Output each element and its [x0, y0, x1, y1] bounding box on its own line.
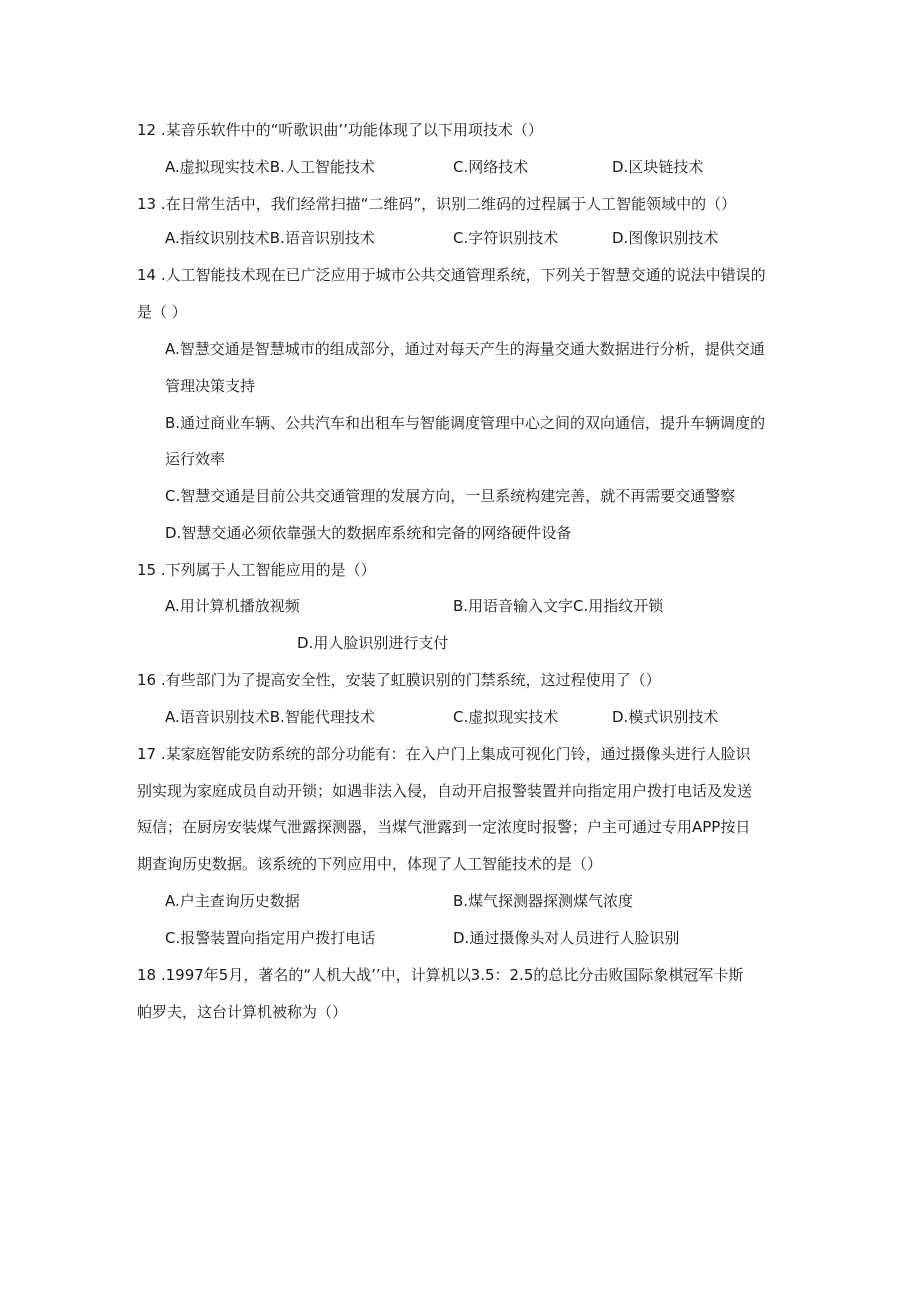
question-16-option-c: C.虚拟现实技术 [453, 708, 559, 726]
question-16-option-d: D.模式识别技术 [612, 708, 719, 726]
question-15-stem: 15 .下列属于人工智能应用的是（） [137, 561, 376, 579]
question-14-option-b-line2: 运行效率 [165, 450, 226, 468]
question-17-option-c: C.报警装置向指定用户拨打电话 [165, 929, 376, 947]
question-17-stem-line2: 别实现为家庭成员自动开锁；如遇非法入侵，自动开启报警装置并向指定用户拨打电话及发送 [137, 782, 753, 800]
question-17-stem-line3: 短信；在厨房安装煤气泄露探测器，当煤气泄露到一定浓度时报警；户主可通过专用APP按日 [137, 818, 751, 836]
question-13-option-c: C.字符识别技术 [453, 229, 559, 247]
question-17-option-b: B.煤气探测器探测煤气浓度 [453, 892, 634, 910]
question-14-option-a-line1: A.智慧交通是智慧城市的组成部分，通过对每天产生的海量交通大数据进行分析，提供交通 [165, 340, 765, 358]
question-15-option-d: D.用人脸识别进行支付 [297, 634, 449, 652]
question-15-option-bc: B.用语音输入文字C.用指纹开锁 [453, 597, 664, 615]
question-15-option-a: A.用计算机播放视频 [165, 597, 300, 615]
question-14-option-c: C.智慧交通是目前公共交通管理的发展方向，一旦系统构建完善，就不再需要交通警察 [165, 487, 736, 505]
question-18-stem-line2: 帕罗夫，这台计算机被称为（） [137, 1003, 348, 1021]
question-14-option-a-line2: 管理决策支持 [165, 377, 256, 395]
question-13-option-d: D.图像识别技术 [612, 229, 719, 247]
question-16-option-ab: A.语音识别技术B.智能代理技术 [165, 708, 375, 726]
question-12-stem: 12 .某音乐软件中的“听歌识曲’’功能体现了以下用项技术（） [137, 121, 543, 139]
question-17-option-d: D.通过摄像头对人员进行人脸识别 [453, 929, 680, 947]
question-12-option-d: D.区块链技术 [612, 158, 704, 176]
question-16-stem: 16 .有些部门为了提高安全性，安装了虹膜识别的门禁系统，这过程使用了（） [137, 671, 661, 689]
question-14-option-b-line1: B.通过商业车辆、公共汽车和出租车与智能调度管理中心之间的双向通信，提升车辆调度的 [165, 414, 766, 432]
question-17-stem-line4: 期查询历史数据。该系统的下列应用中，体现了人工智能技术的是（） [137, 855, 603, 873]
question-14-stem-line2: 是（ ） [137, 303, 187, 321]
question-17-stem-line1: 17 .某家庭智能安防系统的部分功能有：在入户门上集成可视化门铃，通过摄像头进行人脸识 [137, 745, 751, 763]
question-13-stem: 13 .在日常生活中，我们经常扫描“二维码”，识别二维码的过程属于人工智能领域中的（） [137, 195, 737, 213]
question-14-stem-line1: 14 .人工智能技术现在已广泛应用于城市公共交通管理系统，下列关于智慧交通的说法中错误的 [137, 266, 766, 284]
question-14-option-d: D.智慧交通必须依靠强大的数据库系统和完备的网络硬件设备 [165, 524, 572, 542]
question-13-option-ab: A.指纹识别技术B.语音识别技术 [165, 229, 375, 247]
question-17-option-a: A.户主查询历史数据 [165, 892, 300, 910]
question-18-stem-line1: 18 .1997年5月，著名的“人机大战’’中，计算机以3.5：2.5的总比分击败国际象棋冠军卡斯 [137, 966, 744, 984]
question-12-option-ab: A.虚拟现实技术B.人工智能技术 [165, 158, 375, 176]
question-12-option-c: C.网络技术 [453, 158, 529, 176]
